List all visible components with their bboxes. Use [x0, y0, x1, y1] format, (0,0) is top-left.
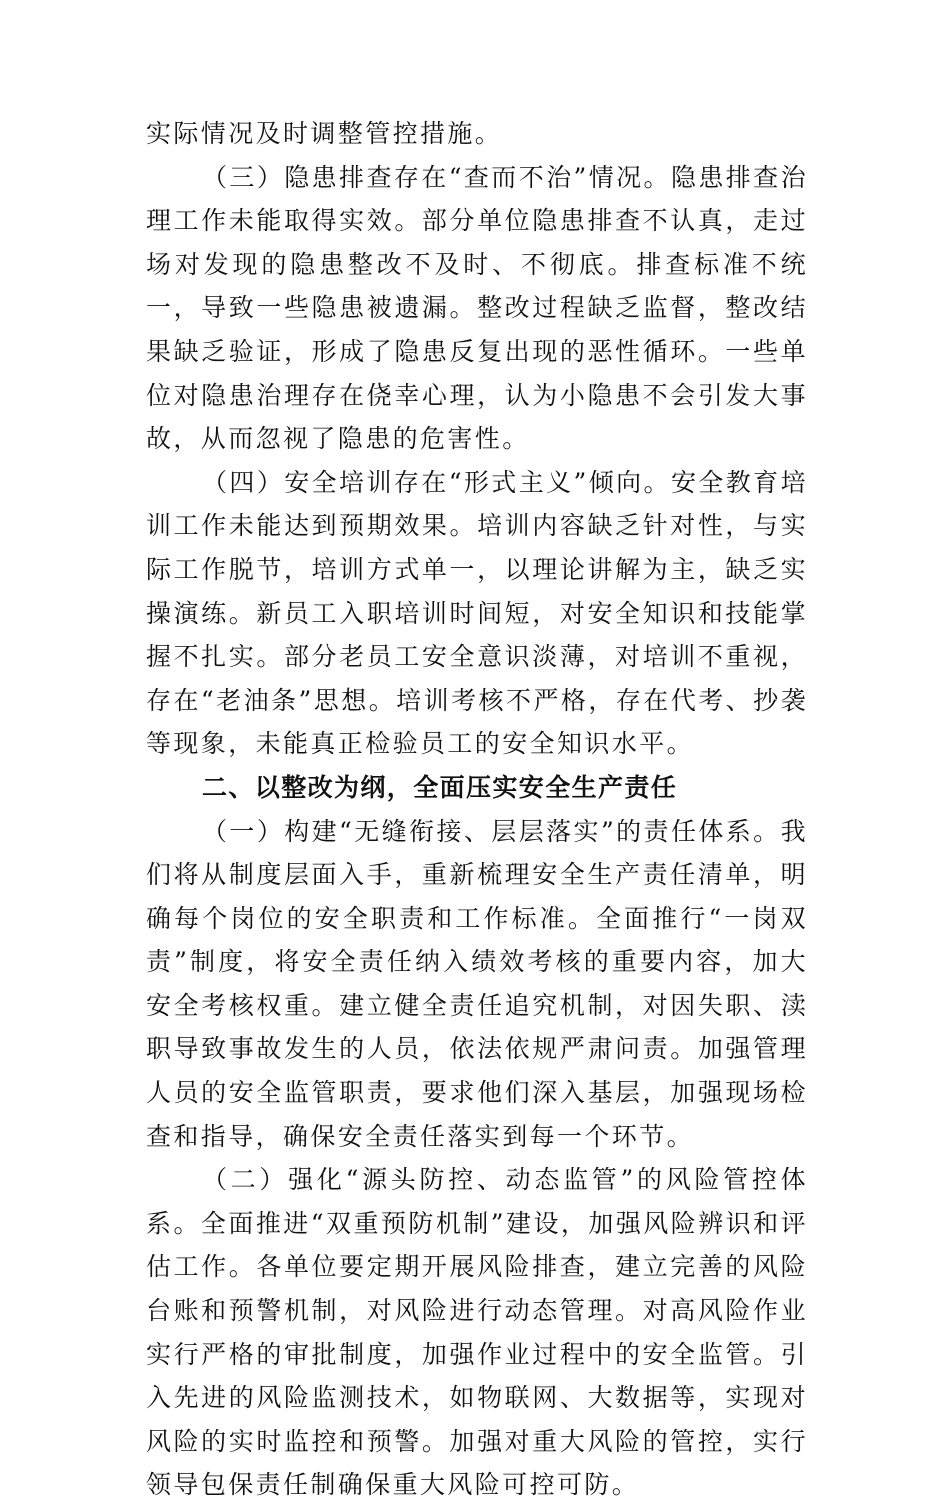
- paragraph-continuation: 实际情况及时调整管控措施。: [146, 119, 503, 148]
- paragraph-hidden-hazards: （三）隐患排查存在“查而不治”情况。隐患排查治理工作未能取得实效。部分单位隐患排查不认真，走过场对发现的隐患整改不及时、不彻底。排查标准不统一，导致一些隐患被遗漏。整改过程缺乏监督，整改结果缺乏验证，形成了隐患反复出现的恶性循环。一些单位对隐患治理存在侥幸心理，认为小隐患不会引发大事故，从而忽视了隐患的危害性。: [146, 162, 808, 454]
- paragraph-safety-training: （四）安全培训存在“形式主义”倾向。安全教育培训工作未能达到预期效果。培训内容缺乏针对性，与实际工作脱节，培训方式单一，以理论讲解为主，缺乏实操演练。新员工入职培训时间短，对安全知识和技能掌握不扎实。部分老员工安全意识淡薄，对培训不重视，存在“老油条”思想。培训考核不严格，存在代考、抄袭等现象，未能真正检验员工的安全知识水平。: [146, 467, 808, 759]
- paragraph-risk-control-system: （二）强化“源头防控、动态监管”的风险管控体系。全面推进“双重预防机制”建设，加强风险辨识和评估工作。各单位要定期开展风险排查，建立完善的风险台账和预警机制，对风险进行动态管理。对高风险作业实行严格的审批制度，加强作业过程中的安全监管。引入先进的风险监测技术，如物联网、大数据等，实现对风险的实时监控和预警。加强对重大风险的管控，实行领导包保责任制确保重大风险可控可防。: [146, 1165, 808, 1500]
- document-body: [146, 112, 808, 1507]
- paragraph-responsibility-system: （一）构建“无缝衔接、层层落实”的责任体系。我们将从制度层面入手，重新梳理安全生产责任清单，明确每个岗位的安全职责和工作标准。全面推行“一岗双责”制度，将安全责任纳入绩效考核的重要内容，加大安全考核权重。建立健全责任追究机制，对因失职、渎职导致事故发生的人员，依法依规严肃问责。加强管理人员的安全监管职责，要求他们深入基层，加强现场检查和指导，确保安全责任落实到每一个环节。: [146, 816, 808, 1151]
- section-heading: 二、以整改为纲，全面压实安全生产责任: [202, 772, 678, 802]
